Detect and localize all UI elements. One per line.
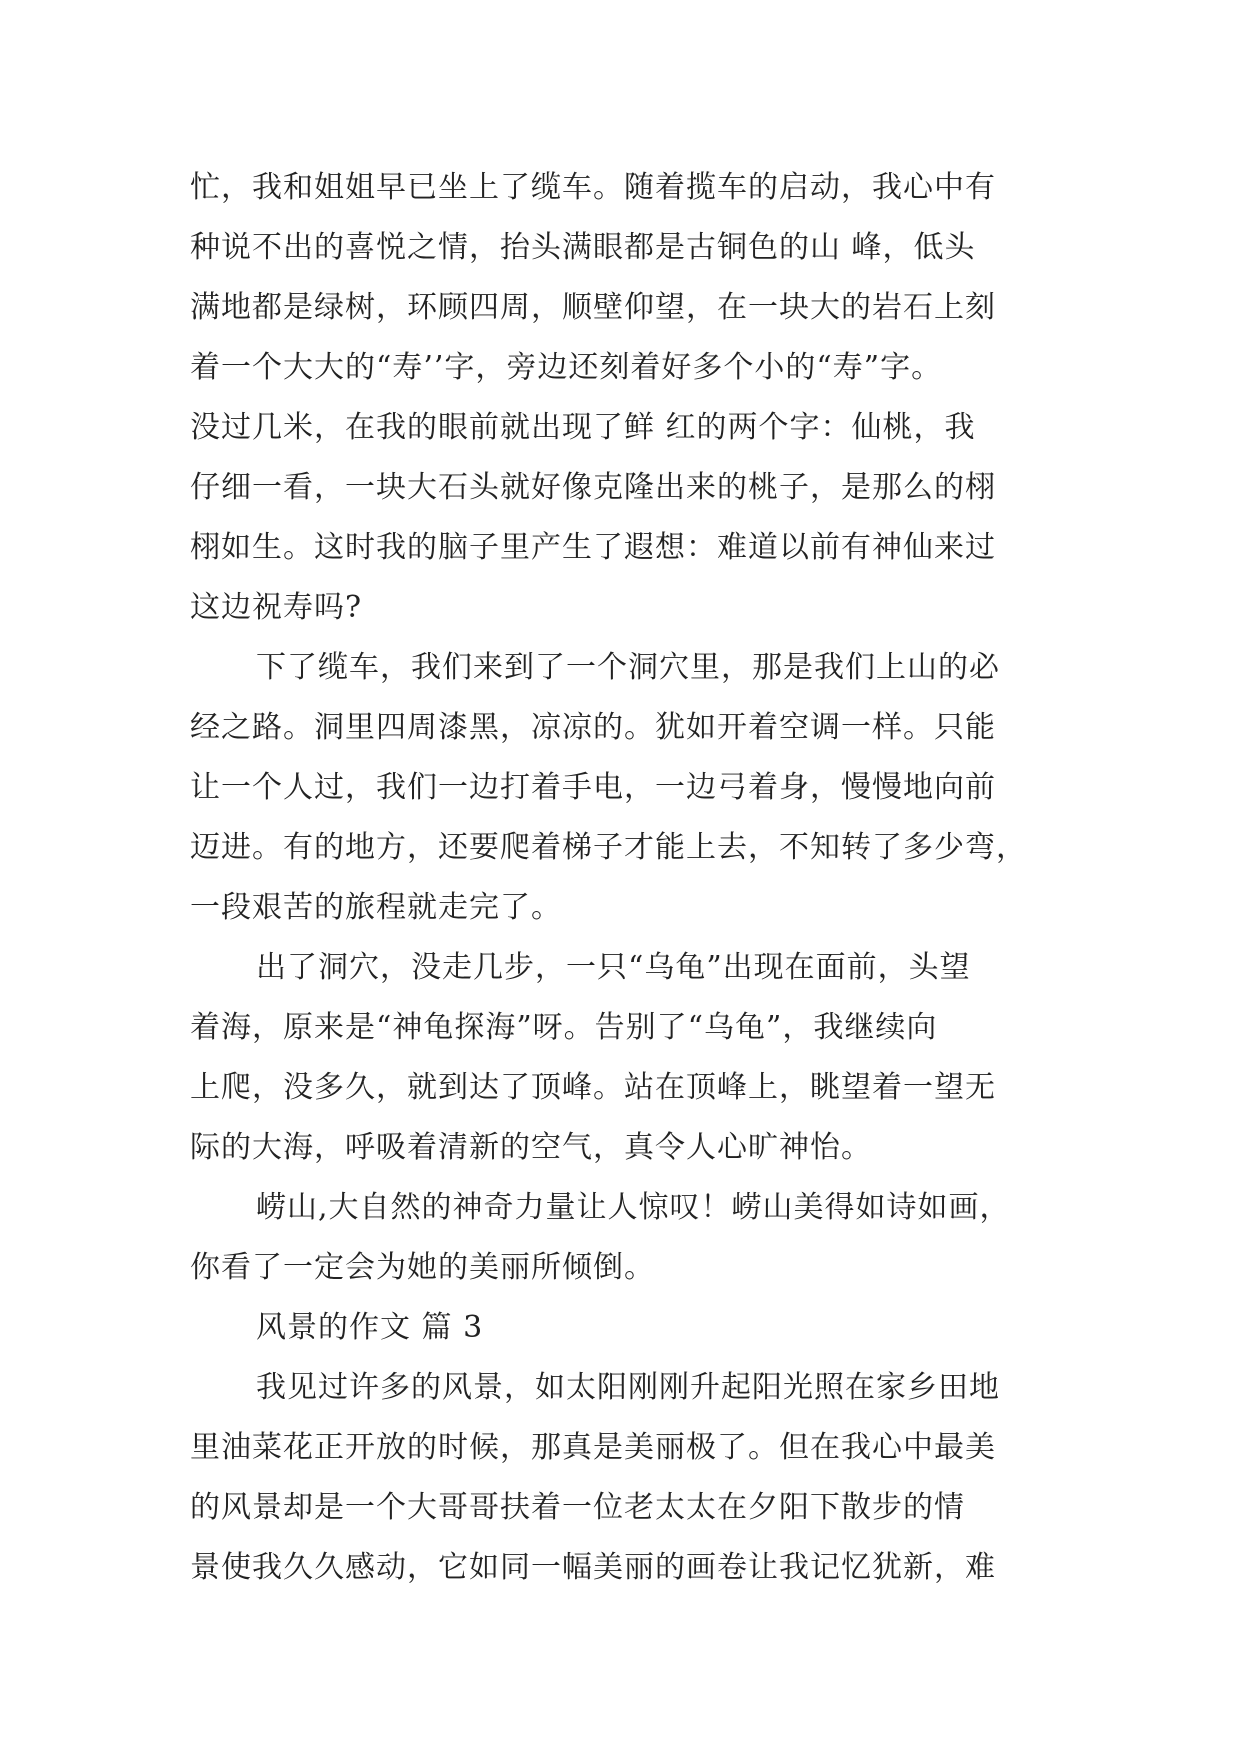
text-line: 一段艰苦的旅程就走完了。 [190,890,562,925]
text-line: 这边祝寿吗? [190,590,363,625]
text-line: 风景的作文 篇 3 [256,1310,484,1345]
text-line: 忙，我和姐姐早已坐上了缆车。随着揽车的启动，我心中有 [190,170,996,205]
text-line: 没过几米，在我的眼前就出现了鲜 红的两个字：仙桃，我 [190,410,976,445]
text-line: 着一个大大的“寿’’字，旁边还刻着好多个小的“寿”字。 [190,350,943,385]
text-line: 我见过许多的风景，如太阳刚刚升起阳光照在家乡田地 [256,1370,1000,1405]
text-line: 仔细一看，一块大石头就好像克隆出来的桃子，是那么的栩 [190,470,996,505]
document-body [190,158,1070,1598]
text-line: 让一个人过，我们一边打着手电，一边弓着身，慢慢地向前 [190,770,996,805]
text-line: 下了缆车，我们来到了一个洞穴里，那是我们上山的必 [256,650,1000,685]
text-line: 崂山,大自然的神奇力量让人惊叹！崂山美得如诗如画， [256,1190,1011,1225]
text-line: 景使我久久感动，它如同一幅美丽的画卷让我记忆犹新，难 [190,1550,996,1585]
text-line: 着海，原来是“神龟探海”呀。告别了“乌龟”，我继续向 [190,1010,938,1045]
text-line: 种说不出的喜悦之情，抬头满眼都是古铜色的山 峰，低头 [190,230,976,265]
text-line: 的风景却是一个大哥哥扶着一位老太太在夕阳下散步的情 [190,1490,965,1525]
text-line: 你看了一定会为她的美丽所倾倒。 [190,1250,655,1285]
text-line: 出了洞穴，没走几步，一只“乌龟”出现在面前，头望 [256,950,971,985]
text-line: 里油菜花正开放的时候，那真是美丽极了。但在我心中最美 [190,1430,996,1465]
text-line: 际的大海，呼吸着清新的空气，真令人心旷神怡。 [190,1130,872,1165]
text-line: 满地都是绿树，环顾四周，顺壁仰望，在一块大的岩石上刻 [190,290,996,325]
text-line: 迈进。有的地方，还要爬着梯子才能上去，不知转了多少弯， [190,830,1027,865]
text-line: 上爬，没多久，就到达了顶峰。站在顶峰上，眺望着一望无 [190,1070,996,1105]
text-line: 经之路。洞里四周漆黑，凉凉的。犹如开着空调一样。只能 [190,710,996,745]
text-line: 栩如生。这时我的脑子里产生了遐想：难道以前有神仙来过 [190,530,996,565]
